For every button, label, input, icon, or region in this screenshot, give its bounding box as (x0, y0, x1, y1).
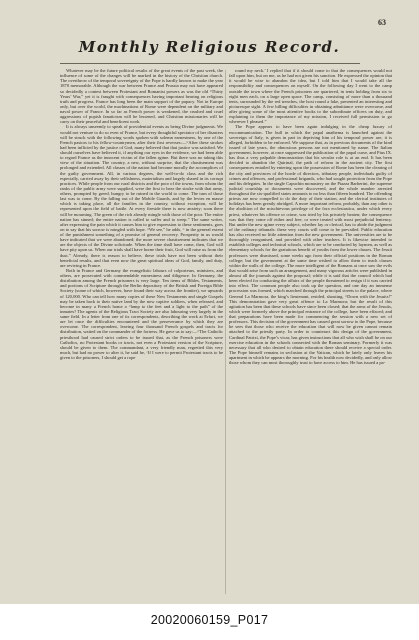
paragraph: round my neck.’ I replied that if it should come to that the consequences would not fall upon him, but on me, as he had not given his sanction. He expressed the opinion that it would be wise to abandon the idea, but I told him that I would take all the responsibility and consequences on myself. On the following day I went to the camp outside the town where the French prisoners are quartered, in tents holding from six to eight men each, on a large open space. The camp, consisting of more than a thousand tents, surrounded by the red trenches, the host round a lake, presented an interesting and picturesque sight. A few billing difficulties in obtaining admittance were overcome, and after giving some of the most attentive books to the subordinate officers on duty, and explaining to them the importance of my mission, I received full permission to go wherever I pleased.” (229, 68, 392, 125)
paragraph: Whatever may be the future political results of the great events of the past week, the influence of some of the changes will be marked in the history of the Christian church. The overthrow of the temporal sovereignty of the Pope is hardly known to make the year 1870 memorable. Although the war between France and Prussia may not have appeared so decidedly a contest between Protestant and Romanist powers as was the old “Thirty Years’ War,” yet it is fraught with consequences having important bearing on religious truth and progress. France has long been the main support of the papacy. Not in Europe only, but over the world, the machinations of Rome were dependent on the military and naval power of France. In so far as French power is weakened, the crushed and cruel aggressions of popish fanaticism will be lessened, and Christian missionaries will be carry on their peaceful and beneficent work. (60, 68, 223, 125)
section-heading: Monthly Religious Record. (78, 38, 341, 56)
scan-id-caption: 20020060159_P017 (150, 613, 269, 627)
text-column-right (229, 68, 392, 596)
paragraph: It is always unseemly to speak of providential events as being Divine judgments. We would not venture to do so even of France, but every thoughtful spectator of her disasters will be struck with the following words spoken with solemn earnestness, by one of the French pastors to his fellow-countrymen, after their first reverses:—“After these strokes had been inflicted by the justice of God, many believed that that justice was satisfied. We should ourselves have believed it, if anything our eyes in the evidence, we had been able to regard France as the innocent victim of the fallen rgime. But there was no taking this view of the situation. The country, a new, without surprise, that the chastisement was prolonged and extended. All classes of the nation had become morally the accomplices of the guilty government. All, in various degrees, the well-to-do class and the rich especially, carried away by their selfishness, materialism and largely shared in its corrupt practices. While people from our rural districts and the poor of the towns, from whom the ranks of the public army were supplied, were the first to bear the stroke with that army, others, prompted by greed, hungry to be ruined in the world to come. The turn of those last was to come. By the falling out of the Mobile Guards, and by the levies en masse which is taking place, all the families in the country, without exception, will be represented upon the field of battle. At every fireside there is now anxiety; soon there will be mourning. The green of the rich already mingle with those of the poor. The entire nation has sinned; the entire nation is called to suffer and to weep.” The same writer, after expressing the pain which it causes him to give expression to these sentiments, goes on to say that his sorrow is mingled with hope. “We see,” he adds, “ in the general extent of the punishment something of a promise of general recovery. Prosperity in us would have indicated that we were abandoned; the more severe chastisement indicates that we are the objects of the Divine solicitude. When the time shall have come, then, God will have pity upon us. When our trials shall have borne their fruit, God will raise us from the dust.” Already, there is reason to believe, these trials have not been without their beneficial results, and that even now the great spiritual ideas of God, family, and duty, are reviving in France. (60, 124, 223, 268)
paragraph: The Pope appears to have been again indulging in the cheap luxury of excommunication. The bull in which the papal anathema is launched against the sovereign of Italy, is given in part in depriving him of his temporal power are, it is alleged, forbidden to be enforced. We suppose that, as in previous documents of the kind issued of late years, the obnoxious persons are not mentioned by name. The Italian government, however, at once suppressed the publication of the papal curse, and Pius IX. has thus a very palpable demonstration that his secular role is at an end. It has been decided to abandon the Quirinal, the path of reform in the ancient city. The first consequences entailed by entering upon the possession of Rome has been the clearing of the city and provinces of the horde of directors, tributary people, individuals guilty of crimes and offences, and professional brigands, who had sought protection from the Pope and his delegates. In the single Capuchin monastery on the Piazza Barberini, the supreme judicial courtship or documents were discovered, and the whole number arrested throughout the six-qualified states amounts to no less than fifteen hundred. The offending priests are now compelled to do the duty of their station, and the clerical institutes of holidays has been greatly abridged. A more important reform, probably, than any other is the abolition of the mischievous privilege of the fora ecclesiastica, under which every priest, whatever his offence or crime, was tried by his privately beaten; the consequence was that they come off either and free, or were treated with most prejudicial leniency. But under the new rgime every subject, whether lay or clerical, has to abide the judgment of the ordinary tribunals: these very courts will come to be prevailed. Public education has also received no little attention from the new government. The universities are to be thoroughly reorganised, and provided with other teachers. It is likewise intended to establish colleges and technical schools, which are to be conducted by laymen, as well as elementary schools for the gratuitous benefit of youths from the lower classes. The Jesuit professors were dismissed, some weeks ago from their official positions in the Roman college; but the government at the same time wished to allow them to teach classes within the walls of the college. The more intelligent of the Romans at once saw the evils that would arise from such an arrangement, and many vigorous articles were published in almost all the journals against the proposal; while it is said that the council which had been elected for conducting the affairs of the people threatened to resign if it was carried into effect. The common people also took up the question, and one day an immense procession was formed, which marched through the principal streets to the palace, where General La Marmora, the king’s lieutenant, resided, shouting, “Down with the Jesuits!” This demonstration gave very great offence to La Marmora; but the result of this agitation has been that these schools have since been closed; that the arms of the Jesuits, which were formerly above the principal entrance of the college, have been effaced; and that preparations have been made for commencing the session with a new set of professors. This decision of the government has caused great sorrow to the Pope, because he sees that those who receive the education that will now be given cannot remain attached to the priestly party. In order to counteract this design of the government, Cardinal Patrizi, the Pope’s vicar, has given instructions that all who wish shall be on our exercise education in the schools connected with the Roman seminary. Formerly it was necessary that all who desired to obtain education there should receive a special order. The Pope himself remains in seclusion at the Vatican, which he lately only leaves his apartment in which he appears the morning. For his health now decidedly, and only allow those whom they can most thoroughly trust to have access to him. He has issued a pa- (229, 124, 392, 366)
page-number: 63 (378, 18, 386, 27)
paragraph: Both in France and Germany the evangelistic labours of colporteurs, ministers, and others, are prosecuted with commendable earnestness and diligence. In Germany, the distribution among the French prisoners is very large. Ten items of Bibles, Testaments, and portions of Scripture through the Berlin depository of the British and Foreign Bible Society (some of which, however, have found their way across the frontier), we upwards of 120,000. Who can tell how many copies of these New Testaments and single Gospels may be taken back to their native land by the now captive soldiers, when released, and become in many a French home a “lamp to the feet and a light to the path” of the inmates? The agents of the Religious Tract Society are also labouring very largely in the same field. In a letter from one of its correspondents, describing the work at Erfurt, we are let once the difficulties encountered and the perseverance by which they are overcome. The correspondent, leaving four thousand French gospels and tracts for distribution, waited on the commander of the fortress. He gave us to say:—“The Catholic priesthood had caused strict orders to be issued that, as the French prisoners were Catholics, no Protestant books or tracts, not even a Protestant version of the Scripture, should be given to them. The commandant, a very friendly man, regretted this very much, but had no power to alter it, he said he, ‘If I were to permit Protestant tracts to be given to the prisoners, I should get a rope (60, 267, 223, 360)
column-gutter (225, 70, 226, 594)
text-column-left (60, 68, 223, 596)
heading-rule (60, 63, 360, 64)
